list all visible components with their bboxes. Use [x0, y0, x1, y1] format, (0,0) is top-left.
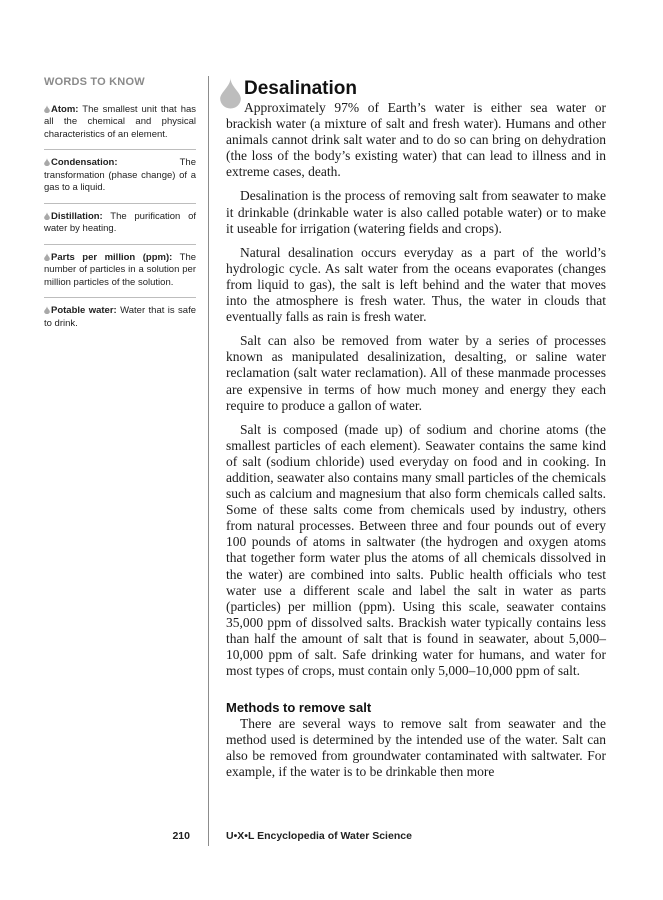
glossary-definition: The purification of water by heating.: [44, 210, 196, 234]
water-drop-icon: [220, 78, 241, 109]
glossary-entry: [44, 305, 196, 338]
article-title: Desalination: [244, 78, 357, 99]
article-paragraph: There are several ways to remove salt from seawater and the method used is determined by the intended use of the water. Salt can also be removed from groundwater contaminated with saltwater. For example, if the water is to be drinkable then more: [226, 716, 606, 780]
article-paragraph: Salt is composed (made up) of sodium and chorine atoms (the smallest particles of each element). Seawater contains the same kind of salt (sodium chloride) used everyday on food and in cooking. In addition, seawater also contains many small particles of the chemicals such as calcium and magnesium that also form chemicals called salts. Some of these salts come from chemicals used by industry, others from natural processes. Between three and four pounds out of every 100 pounds of atoms in saltwater (the hydrogen and oxygen atoms that together form water plus the atoms of all chemicals dissolved in the water) are combined into salts. Public health officials who test water use a different scale and label the salt in water as parts (particles) per million (ppm). Using this scale, seawater contains 35,000 ppm of dissolved salts. Brackish water typically contains less than half the amount of salt that is found in seawater, about 5,000–10,000 ppm of salt. Safe drinking water for humans, and water for most types of crops, must contain only 5,000–10,000 ppm of salt.: [226, 421, 606, 679]
glossary-entry: [44, 252, 196, 299]
article-paragraph: Natural desalination occurs everyday as a part of the world’s hydrologic cycle. As salt water from the oceans evaporates (changes from liquid to gas), the salt is left behind and the water that moves into the atmosphere is fresh water. Thus, the water in clouds that eventually falls as rain is fresh water.: [226, 244, 606, 325]
water-drop-icon: [44, 212, 50, 220]
column-divider: [208, 76, 209, 846]
water-drop-icon: [44, 253, 50, 261]
glossary-definition: The number of particles in a solution per million particles of the solution.: [44, 251, 197, 288]
book-title: U•X•L Encyclopedia of Water Science: [226, 830, 412, 842]
article-paragraph: Salt can also be removed from water by a series of processes known as manipulated desalinization, desalting, or saline water reclamation (salt water reclamation). All of these manmade processes are expensive in terms of how much money and energy they each require to produce a gallon of water.: [226, 333, 606, 413]
glossary-definition: The transformation (phase change) of a gas to a liquid.: [44, 157, 196, 193]
words-to-know-sidebar: [44, 76, 196, 345]
glossary-term: Condensation:: [51, 157, 118, 168]
glossary-entry: [44, 157, 196, 204]
glossary-definition: Water that is safe to drink.: [44, 305, 196, 329]
page-number: 210: [172, 830, 190, 842]
water-drop-icon: [44, 158, 50, 166]
article: [226, 78, 606, 789]
water-drop-icon: [44, 306, 50, 314]
glossary-definition: The smallest unit that has all the chemical and physical characteristics of an element.: [44, 103, 197, 140]
water-drop-icon: [44, 105, 50, 113]
section-heading: Methods to remove salt: [226, 700, 372, 716]
glossary-entry: [44, 211, 196, 245]
glossary-term: Potable water:: [51, 305, 117, 316]
glossary-entry: [44, 104, 196, 151]
glossary-term: Atom:: [51, 103, 79, 115]
sidebar-heading: WORDS TO KNOW: [44, 76, 145, 88]
glossary-term: Distillation:: [51, 210, 103, 222]
article-header: [226, 78, 606, 100]
article-paragraph: Approximately 97% of Earth’s water is either sea water or brackish water (a mixture of salt and fresh water). Humans and other animals cannot drink salt water and to do so can bring on dehydration (the loss of the body’s existing water) that can lead to illness and in extreme cases, death.: [226, 100, 606, 180]
glossary-term: Parts per million (ppm):: [51, 251, 173, 263]
article-paragraph: Desalination is the process of removing salt from seawater to make it drinkable (drinkable water is also called potable water) or to make it useable for irrigation (watering fields and crops).: [226, 188, 606, 236]
